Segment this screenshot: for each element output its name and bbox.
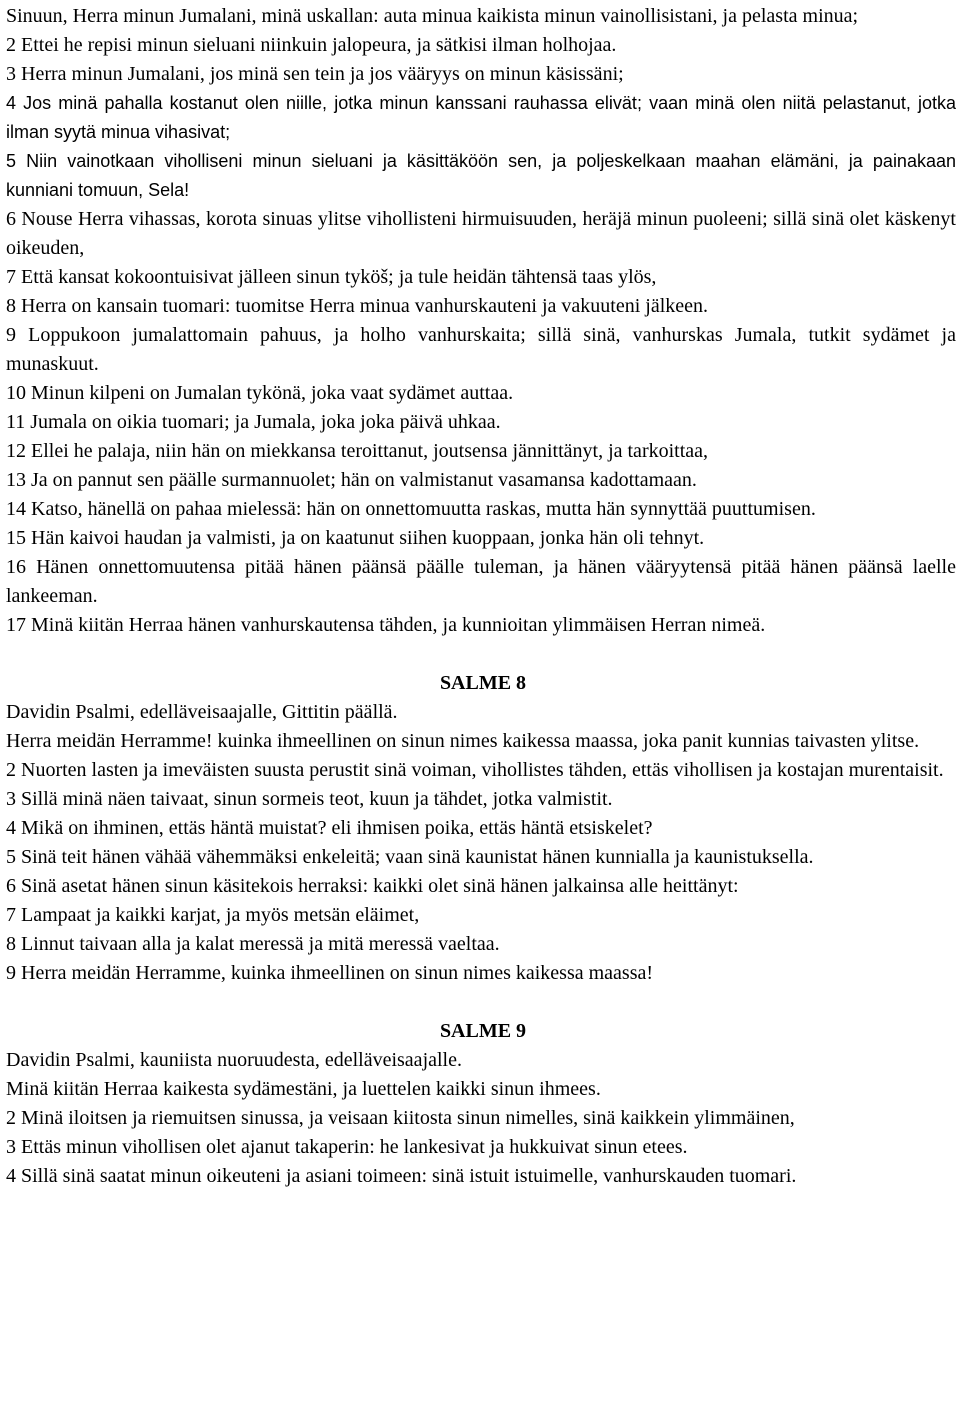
verse: 10 Minun kilpeni on Jumalan tykönä, joka vaat sydämet auttaa. [6,382,514,404]
verse: 8 Linnut taivaan alla ja kalat meressä ja mitä meressä vaeltaa. [6,933,500,955]
verse: 2 Minä iloitsen ja riemuitsen sinussa, ja veisaan kiitosta sinun nimelles, sinä kaikkein ylimmäinen, [6,1107,795,1129]
verse: 12 Ellei he palaja, niin hän on miekkansa teroittanut, joutsensa jännittänyt, ja tarkoittaa, [6,440,709,462]
verse: 17 Minä kiitän Herraa hänen vanhurskautensa tähden, ja kunnioitan ylimmäisen Herran nimeä. [6,614,766,636]
verse: Davidin Psalmi, edelläveisaajalle, Gittitin päällä. [6,701,398,723]
verse: Herra meidän Herramme! kuinka ihmeellinen on sinun nimes kaikessa maassa, joka panit kunnias taivasten ylitse. [6,730,920,752]
verse: 6 Nouse Herra vihassas, korota sinuas ylitse vihollisteni hirmuisuuden, heräjä minun puoleeni; sillä sinä olet käskenyt oikeuden, [6,208,956,259]
verse: 2 Ettei he repisi minun sieluani niinkuin jalopeura, ja sätkisi ilman holhojaa. [6,34,617,56]
verse: 5 Sinä teit hänen vähää vähemmäksi enkeleitä; vaan sinä kaunistat hänen kunnialla ja kaunistuksella. [6,846,814,868]
verse: 3 Sillä minä näen taivaat, sinun sormeis teot, kuun ja tähdet, jotka valmistit. [6,788,613,810]
verse: 5 Niin vainotkaan viholliseni minun sieluani ja käsittäköön sen, ja poljeskelkaan maahan elämäni, ja painakaan kunniani tomuun, Sela! [6,151,956,200]
verse: 8 Herra on kansain tuomari: tuomitse Herra minua vanhurskauteni ja vakuuteni jälkeen. [6,295,709,317]
verse: 4 Jos minä pahalla kostanut olen niille, jotka minun kanssani rauhassa elivät; vaan minä olen niitä pelastanut, jotka ilman syytä minua vihasivat; [6,93,956,142]
verse: Sinuun, Herra minun Jumalani, minä uskallan: auta minua kaikista minun vainollisistani, ja pelasta minua; [6,5,859,27]
verse: 2 Nuorten lasten ja imeväisten suusta perustit sinä voiman, vihollistes tähden, ettäs vihollisen ja kostajan murentaisit. [6,759,944,781]
verse: 7 Lampaat ja kaikki karjat, ja myös metsän eläimet, [6,904,420,926]
verse: 13 Ja on pannut sen päälle surmannuolet; hän on valmistanut vasamansa kadottamaan. [6,469,697,491]
verse: 9 Herra meidän Herramme, kuinka ihmeellinen on sinun nimes kaikessa maassa! [6,962,654,984]
section-heading: SALME 9 [439,1020,527,1042]
verse: 6 Sinä asetat hänen sinun käsitekois herraksi: kaikki olet sinä hänen jalkainsa alle heittänyt: [6,875,739,897]
verse: Minä kiitän Herraa kaikesta sydämestäni, ja luettelen kaikki sinun ihmees. [6,1078,601,1100]
psalm-9 [6,1017,956,1191]
verse: Davidin Psalmi, kauniista nuoruudesta, edelläveisaajalle. [6,1049,462,1071]
verse: 3 Ettäs minun vihollisen olet ajanut takaperin: he lankesivat ja hukkuivat sinun etees. [6,1136,688,1158]
verse: 3 Herra minun Jumalani, jos minä sen tein ja jos vääryys on minun käsissäni; [6,63,624,85]
verse: 15 Hän kaivoi haudan ja valmisti, ja on kaatunut siihen kuoppaan, jonka hän oli tehnyt. [6,527,705,549]
verse: 4 Sillä sinä saatat minun oikeuteni ja asiani toimeen: sinä istuit istuimelle, vanhurskauden tuomari. [6,1165,797,1187]
verse: 11 Jumala on oikia tuomari; ja Jumala, joka joka päivä uhkaa. [6,411,501,433]
verse: 14 Katso, hänellä on pahaa mielessä: hän on onnettomuutta raskas, mutta hän synnyttää puuttumisen. [6,498,816,520]
section-heading: SALME 8 [439,672,527,694]
section-spacer [6,640,956,669]
verse: 16 Hänen onnettomuutensa pitää hänen päänsä päälle tuleman, ja hänen vääryytensä pitää hänen päänsä laelle lankeeman. [6,556,956,607]
document-page [6,2,956,1191]
verse: 4 Mikä on ihminen, ettäs häntä muistat? eli ihmisen poika, ettäs häntä etsiskelet? [6,817,653,839]
psalm-8 [6,669,956,988]
section-spacer [6,988,956,1017]
verse: 7 Että kansat kokoontuisivat jälleen sinun tyköš; ja tule heidän tähtensä taas ylös, [6,266,657,288]
verse: 9 Loppukoon jumalattomain pahuus, ja holho vanhurskaita; sillä sinä, vanhurskas Jumala, tutkit sydämet ja munaskuut. [6,324,956,375]
psalm-7-continuation [6,2,956,640]
